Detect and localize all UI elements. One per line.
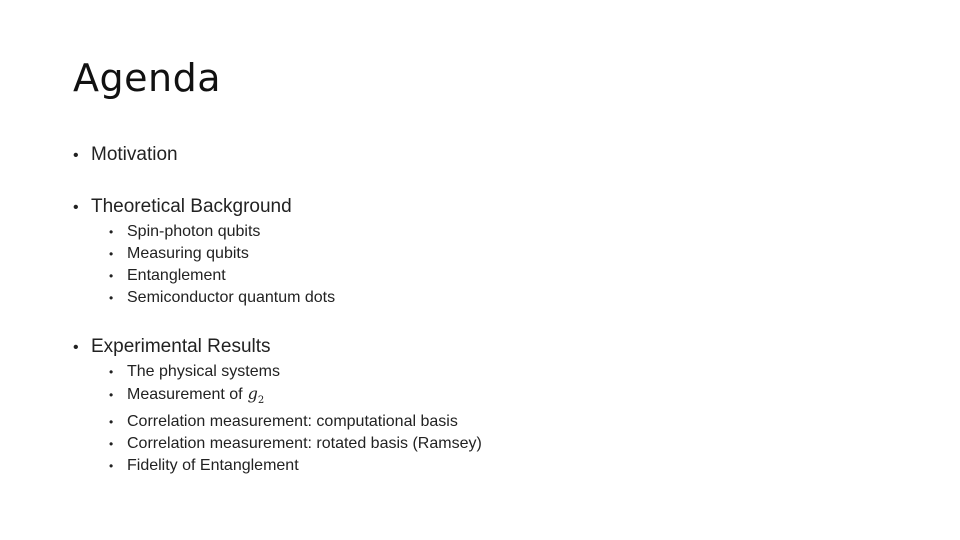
agenda-item (73, 142, 673, 169)
bullet-icon: • (73, 199, 79, 216)
bullet-icon: • (109, 415, 114, 430)
agenda-subitem (109, 361, 673, 383)
slide-title: Agenda (73, 56, 221, 100)
bullet-icon: • (109, 437, 114, 452)
math-symbol: g (247, 384, 258, 403)
g2-math-symbol (248, 383, 265, 411)
agenda-subitem-label: Correlation measurement: computational basis (127, 413, 458, 431)
bullet-icon: • (109, 459, 114, 474)
agenda-item (73, 334, 673, 361)
agenda-subitem-label: Entanglement (127, 267, 226, 284)
bullet-icon: • (73, 339, 79, 356)
agenda-subitem (109, 411, 673, 433)
agenda-item-label: Experimental Results (91, 336, 271, 357)
math-subscript: 2 (257, 395, 265, 407)
agenda-sublist (109, 361, 673, 477)
agenda-subitem (109, 383, 673, 411)
agenda-item-label: Motivation (91, 144, 178, 165)
bullet-icon: • (73, 147, 79, 164)
agenda-subitem (109, 433, 673, 455)
agenda-subitem-label: Fidelity of Entanglement (127, 457, 299, 475)
agenda-subitem (109, 455, 673, 477)
agenda-subitem (109, 243, 673, 265)
bullet-icon: • (109, 291, 114, 305)
agenda-subitem-label: Spin-photon qubits (127, 223, 261, 240)
agenda-section-theoretical-background (73, 194, 673, 309)
bullet-icon: • (109, 269, 114, 283)
agenda-sublist (109, 221, 673, 309)
agenda-item-label: Theoretical Background (91, 196, 292, 217)
agenda-subitem (109, 221, 673, 243)
bullet-icon: • (109, 247, 114, 261)
agenda-subitem-label: The physical systems (127, 363, 280, 380)
agenda-subitem-label: Semiconductor quantum dots (127, 289, 336, 306)
agenda-subitem-label: Measuring qubits (127, 245, 249, 262)
agenda-subitem-label: Measurement of (127, 386, 243, 403)
bullet-icon: • (109, 365, 114, 379)
agenda-item (73, 194, 673, 221)
agenda-subitem (109, 265, 673, 287)
bullet-icon: • (109, 225, 114, 239)
agenda-subitem (109, 287, 673, 309)
agenda-list (73, 142, 673, 477)
bullet-icon: • (109, 388, 114, 402)
agenda-subitem-label: Correlation measurement: rotated basis (Ramsey) (127, 435, 482, 453)
agenda-section-experimental-results (73, 334, 673, 477)
agenda-section-motivation (73, 142, 673, 169)
